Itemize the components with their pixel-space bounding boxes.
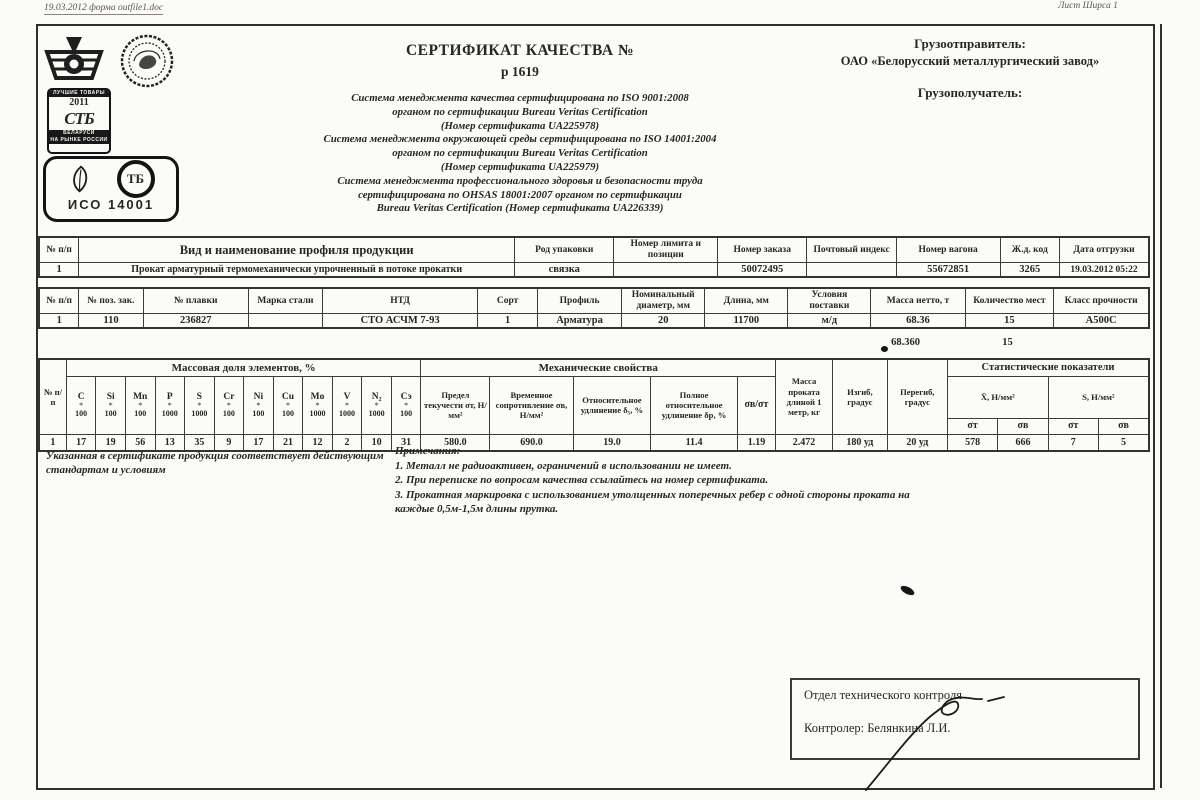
- element-header: [244, 376, 274, 434]
- col-header: Почтовый индекс: [807, 237, 896, 263]
- multiplier-star: *: [374, 401, 379, 410]
- cell: 5: [1098, 434, 1149, 451]
- sigma-header: σт: [1048, 418, 1098, 434]
- multiplier-star: *: [256, 401, 261, 410]
- stb-mark: СТБ: [64, 109, 94, 128]
- element-symbol: Cu: [281, 392, 295, 402]
- total-mass-value: 68.360: [891, 337, 920, 348]
- element-symbol: P: [166, 392, 173, 402]
- cell: 19.0: [573, 434, 651, 451]
- cell: 15: [965, 314, 1054, 329]
- multiplier-star: *: [226, 401, 231, 410]
- scan-speck: [881, 346, 888, 352]
- certificate-number: р 1619: [501, 64, 539, 79]
- multiplier-star: *: [108, 401, 113, 410]
- cell: 110: [79, 314, 143, 329]
- multiplier-star: *: [167, 401, 172, 410]
- cell: [248, 314, 322, 329]
- note-item: 3. Прокатная маркировка с использованием утолщенных поперечных ребер с одной стороны проката на каждые 0,5м-1,5м длины прутка.: [395, 488, 910, 515]
- col-header: Сорт: [478, 288, 538, 314]
- iso-14001-label: ИСО 14001: [67, 197, 155, 212]
- cell: 1.19: [737, 434, 775, 451]
- cell: 55672851: [896, 263, 1000, 278]
- round-seal-icon: [120, 34, 174, 88]
- tb-certification-icon: ТБ: [117, 160, 155, 198]
- control-department-label: Отдел технического контроля: [804, 688, 962, 702]
- table-row: [39, 263, 1149, 278]
- element-factor: 1000: [368, 409, 385, 418]
- badge-top-band: ЛУЧШИЕ ТОВАРЫ: [49, 90, 109, 97]
- bmz-plant-logo-icon: [42, 36, 106, 84]
- multiplier-star: *: [285, 401, 290, 410]
- col-header: № п/п: [39, 237, 79, 263]
- col-header-num: № п/п: [39, 359, 66, 434]
- cell: 31: [391, 434, 421, 451]
- cell: 690.0: [490, 434, 573, 451]
- cell: 578: [947, 434, 997, 451]
- element-symbol: Mo: [310, 392, 325, 402]
- col-header: Масса проката длиной 1 метр, кг: [776, 359, 833, 434]
- cell: 17: [66, 434, 96, 451]
- scan-header-note: 19.03.2012 форма outfile1.doc: [44, 3, 164, 13]
- cell: 236827: [143, 314, 248, 329]
- mechanics-group-header: Механические свойства: [421, 359, 776, 376]
- cell: 19.03.2012 05:22: [1060, 263, 1149, 278]
- group-header-row: [39, 359, 1149, 376]
- element-header: [155, 376, 185, 434]
- cell: 17: [244, 434, 274, 451]
- total-places-value: 15: [1002, 337, 1013, 348]
- cell: 20: [622, 314, 705, 329]
- cell: 11700: [705, 314, 788, 329]
- badge-bottom-band-2: НА РЫНКЕ РОССИИ: [50, 137, 108, 143]
- element-symbol: Si: [106, 392, 115, 402]
- cert-line: (Номер сертификата UA225978): [440, 119, 600, 132]
- title-block: [255, 42, 785, 216]
- cell: 13: [155, 434, 185, 451]
- table-header-row: [39, 288, 1149, 314]
- col-header: Номинальный диаметр, мм: [622, 288, 705, 314]
- col-header: Временное сопротивление σв, Н/мм²: [490, 376, 573, 434]
- cell: 580.0: [421, 434, 490, 451]
- badge-year: 2011: [69, 97, 89, 108]
- col-header: Марка стали: [248, 288, 322, 314]
- multiplier-star: *: [197, 401, 202, 410]
- certification-statements: [255, 92, 785, 216]
- cell: связка: [515, 263, 614, 278]
- element-factor: 100: [252, 409, 265, 418]
- conformity-statement: Указанная в сертификате продукция соответствует действующим стандартам и условиям: [46, 450, 384, 476]
- cert-line: Bureau Veritas Certification (Номер сертификата UA226339): [376, 202, 664, 215]
- shipper-value: ОАО «Белорусский металлургический завод»: [840, 54, 1100, 68]
- cell: СТО АСЧМ 7-93: [323, 314, 478, 329]
- cell: 2: [332, 434, 362, 451]
- element-symbol: Mn: [133, 392, 148, 402]
- sigma-header: σв: [998, 418, 1048, 434]
- cell: 10: [362, 434, 392, 451]
- cert-line: Система менеджмента окружающей среды сертифицирована по ISO 14001:2004: [323, 133, 717, 146]
- cell: Прокат арматурный термомеханически упрочненный в потоке прокатки: [79, 263, 515, 278]
- element-header: [362, 376, 392, 434]
- col-header: Предел текучести σт, Н/мм²: [421, 376, 490, 434]
- cell: 19: [96, 434, 126, 451]
- shipper-label: Грузоотправитель:: [914, 36, 1026, 51]
- notes-title: Примечания:: [395, 445, 461, 457]
- sigma-header: σв: [1098, 418, 1149, 434]
- element-symbol: Ni: [253, 392, 264, 402]
- cell: 666: [998, 434, 1048, 451]
- element-header: [273, 376, 303, 434]
- cell: 1: [478, 314, 538, 329]
- note-item: 1. Металл не радиоактивен, ограничений в использовании не имеет.: [395, 459, 732, 472]
- element-factor: 100: [400, 409, 413, 418]
- cell: 180 уд: [833, 434, 888, 451]
- best-goods-2011-badge: [47, 88, 111, 154]
- element-symbol: S: [196, 392, 202, 402]
- col-header: Длина, мм: [705, 288, 788, 314]
- col-header: σв/σт: [737, 376, 775, 434]
- element-factor: 100: [75, 409, 88, 418]
- element-factor: 100: [134, 409, 147, 418]
- col-header: Род упаковки: [515, 237, 614, 263]
- statistics-group-header: Статистические показатели: [947, 359, 1149, 376]
- sigma-header: σт: [947, 418, 997, 434]
- element-header: [332, 376, 362, 434]
- multiplier-star: *: [404, 401, 409, 410]
- cell: [614, 263, 718, 278]
- element-header: [303, 376, 333, 434]
- element-header: [66, 376, 96, 434]
- col-header: Номер лимита и позиции: [614, 237, 718, 263]
- cert-line: (Номер сертификата UA225979): [440, 160, 600, 173]
- iso-14001-box: [43, 156, 179, 222]
- cell: 21: [273, 434, 303, 451]
- cell: 1: [39, 314, 79, 329]
- shipper-block: [795, 36, 1145, 101]
- cell: 50072495: [718, 263, 807, 278]
- cell: 1: [39, 434, 66, 451]
- element-symbol: V: [343, 392, 351, 402]
- note-item: 2. При переписке по вопросам качества ссылайтесь на номер сертификата.: [395, 474, 769, 486]
- cert-line: Система менеджмента качества сертифицирована по ISO 9001:2008: [351, 92, 689, 104]
- scan-edge-line: [1160, 24, 1162, 788]
- consignee-label: Грузополучатель:: [917, 85, 1023, 100]
- cert-line: сертифицирована по OHSAS 18001:2007 органом по сертификации: [358, 188, 682, 201]
- element-factor: 100: [281, 409, 294, 418]
- cell: Арматура: [537, 314, 621, 329]
- scan-sheet-note: Лист Ширса 1: [1058, 1, 1118, 11]
- badge-bottom-band-1: БЕЛАРУСИ: [49, 130, 109, 137]
- element-header: [125, 376, 155, 434]
- element-symbol: C: [77, 392, 85, 402]
- element-header: [391, 376, 421, 434]
- element-factor: 1000: [339, 409, 356, 418]
- col-header: Номер вагона: [896, 237, 1000, 263]
- col-header: № п/п: [39, 288, 79, 314]
- col-header: Ж.д. код: [1000, 237, 1060, 263]
- element-factor: 100: [104, 409, 117, 418]
- stat-subgroup-header: S, Н/мм²: [1048, 376, 1149, 418]
- multiplier-star: *: [138, 401, 143, 410]
- cell: А500С: [1054, 314, 1149, 329]
- element-factor: 1000: [309, 409, 326, 418]
- cell: 35: [185, 434, 215, 451]
- element-symbol: Сэ: [400, 392, 412, 402]
- cert-line: органом по сертификации Bureau Veritas Certification: [392, 147, 648, 160]
- cell: 11.4: [651, 434, 737, 451]
- certificate-title: СЕРТИФИКАТ КАЧЕСТВА №: [405, 42, 635, 59]
- product-shipment-table: [38, 236, 1150, 278]
- col-header: Вид и наименование профиля продукции: [79, 237, 515, 263]
- col-header: Масса нетто, т: [871, 288, 965, 314]
- col-header: Класс прочности: [1054, 288, 1149, 314]
- eco-leaf-icon: [68, 164, 94, 194]
- cell: 12: [303, 434, 333, 451]
- col-header: Перегиб, градус: [887, 359, 947, 434]
- col-header: Профиль: [537, 288, 621, 314]
- element-factor: 100: [222, 409, 235, 418]
- col-header: № плавки: [143, 288, 248, 314]
- controller-signature: [848, 686, 1018, 796]
- col-header: НТД: [323, 288, 478, 314]
- element-factor: 1000: [161, 409, 178, 418]
- chemistry-group-header: Массовая доля элементов, %: [66, 359, 421, 376]
- cell: 3265: [1000, 263, 1060, 278]
- col-header: Номер заказа: [718, 237, 807, 263]
- table-row: [39, 314, 1149, 329]
- element-header: [214, 376, 244, 434]
- element-header: [185, 376, 215, 434]
- cell: 2.472: [776, 434, 833, 451]
- notes-block: [395, 444, 940, 517]
- cert-line: Система менеджмента профессионального здоровья и безопасности труда: [337, 174, 703, 187]
- chemistry-mechanics-table: [38, 358, 1150, 452]
- col-header: Полное относительное удлинение δр, %: [651, 376, 737, 434]
- heat-profile-table: [38, 287, 1150, 329]
- table-header-row: [39, 237, 1149, 263]
- element-factor: 1000: [191, 409, 208, 418]
- multiplier-star: *: [315, 401, 320, 410]
- cell: 1: [39, 263, 79, 278]
- cell: м/д: [788, 314, 871, 329]
- col-header: Количество мест: [965, 288, 1054, 314]
- col-header: Относительное удлинение δ₅, %: [573, 376, 651, 434]
- col-header: Условия поставки: [788, 288, 871, 314]
- cell: 20 уд: [887, 434, 947, 451]
- element-symbol: Cr: [223, 392, 235, 402]
- multiplier-star: *: [345, 401, 350, 410]
- col-header: Изгиб, градус: [833, 359, 888, 434]
- element-header-row: [39, 376, 1149, 418]
- element-symbol: N₂: [371, 392, 382, 402]
- col-header: Дата отгрузки: [1060, 237, 1149, 263]
- element-header: [96, 376, 126, 434]
- multiplier-star: *: [79, 401, 84, 410]
- cell: 9: [214, 434, 244, 451]
- col-header: № поз. зак.: [79, 288, 143, 314]
- stat-subgroup-header: X̄, Н/мм²: [947, 376, 1048, 418]
- cell: 56: [125, 434, 155, 451]
- cell: 68.36: [871, 314, 965, 329]
- cert-line: органом по сертификации Bureau Veritas Certification: [392, 105, 648, 118]
- cell: 7: [1048, 434, 1098, 451]
- cell: [807, 263, 896, 278]
- controller-name: Контролер: Белянкина Л.И.: [804, 721, 951, 735]
